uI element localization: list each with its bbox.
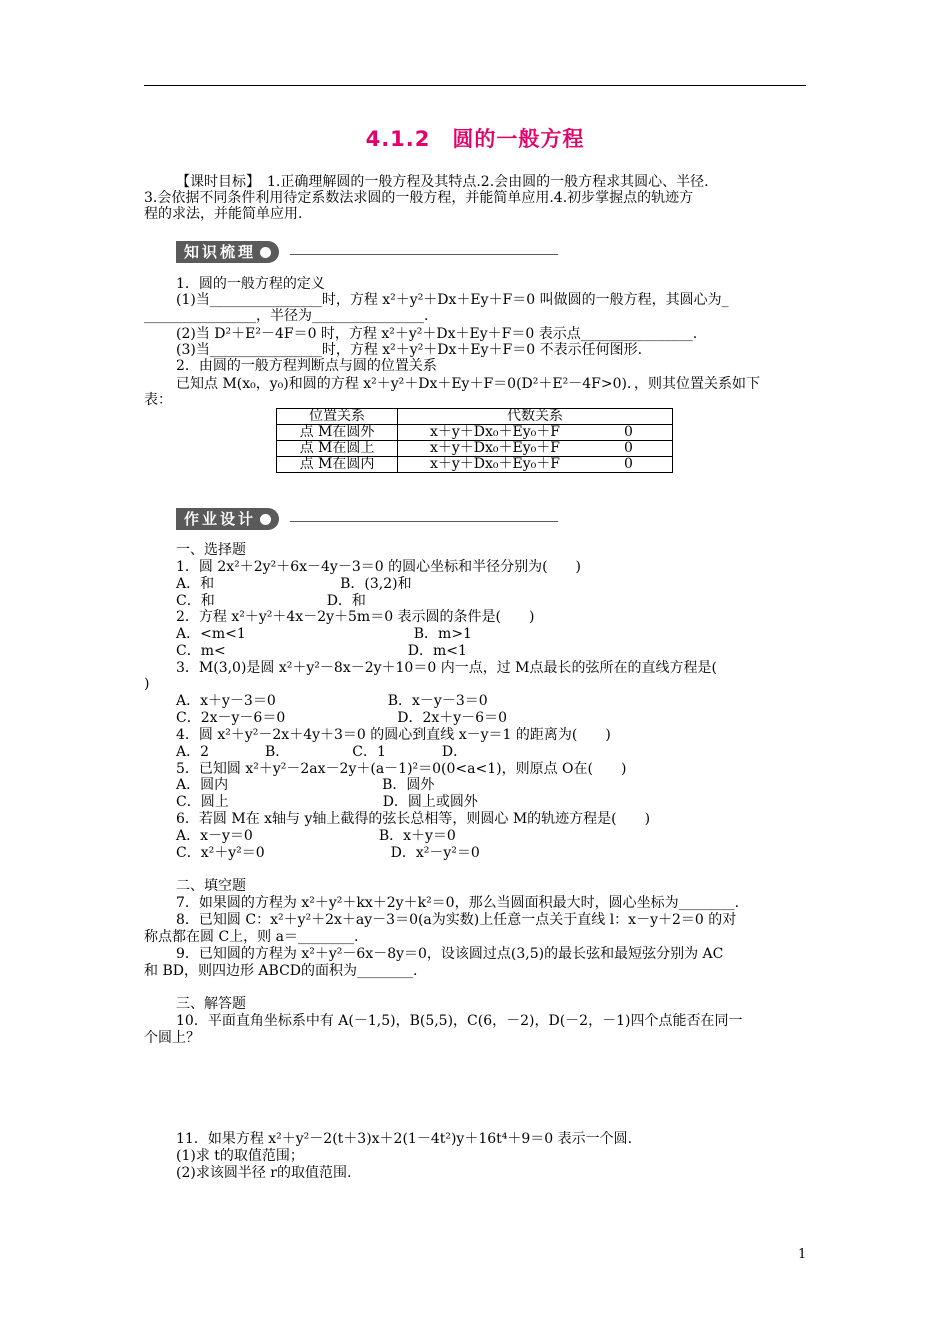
homework-line: 一、选择题 — [176, 542, 246, 558]
homework-line: A．<m<1 B．m>1 — [176, 626, 472, 642]
table-cell: 点 M在圆内 — [277, 457, 398, 473]
section-banner-knowledge — [176, 241, 279, 263]
table-cell: 点 M在圆外 — [277, 425, 398, 441]
homework-line: A．x－y＝0 B．x＋y＝0 — [176, 828, 456, 844]
table-cell — [398, 457, 673, 473]
homework-line: 7．如果圆的方程为 x²＋y²＋kx＋2y＋k²＝0，那么当圆面积最大时，圆心坐标为________. — [176, 895, 740, 911]
value: 0 — [624, 440, 633, 456]
homework-line: 11．如果方程 x²＋y²－2(t＋3)x＋2(1－4t²)y＋16t⁴＋9＝0 表示一个圆. — [176, 1131, 633, 1147]
knowledge-line: (1)当________________时，方程 x²＋y²＋Dx＋Ey＋F＝0 叫做圆的一般方程，其圆心为_ — [176, 292, 729, 308]
homework-line: A．2 B． C．1 D． — [176, 744, 468, 760]
table-cell — [398, 425, 673, 441]
table-header: 位置关系 — [277, 409, 398, 425]
homework-line: A．圆内 B．圆外 — [176, 777, 435, 793]
bullet-dot-icon — [260, 247, 271, 258]
value: 0 — [624, 456, 633, 472]
goals-line-1: 【课时目标】 1.正确理解圆的一般方程及其特点.2.会由圆的一般方程求其圆心、半径. — [176, 174, 709, 190]
knowledge-line: ________________，半径为________________. — [144, 308, 429, 324]
table-row — [277, 441, 673, 457]
position-relation-table — [276, 408, 673, 473]
homework-line: C．和 D．和 — [176, 593, 366, 609]
homework-line: A．x＋y－3＝0 B．x－y－3＝0 — [176, 693, 488, 709]
section-banner-homework — [176, 508, 279, 530]
homework-line: 1．圆 2x²＋2y²＋6x－4y－3＝0 的圆心坐标和半径分别为( ) — [176, 559, 582, 575]
knowledge-line: 1．圆的一般方程的定义 — [176, 276, 325, 292]
homework-line: (1)求 t的取值范围； — [176, 1148, 304, 1164]
bullet-dot-icon — [260, 514, 271, 525]
table-header: 代数关系 — [398, 409, 673, 425]
homework-line: 8．已知圆 C：x²＋y²＋2x＋ay－3＝0(a为实数)上任意一点关于直线 l：x－y＋2＝0 的对 — [176, 912, 737, 928]
goals-line-3: 程的求法，并能简单应用. — [144, 206, 303, 222]
header-rule — [144, 85, 806, 86]
table-row — [277, 457, 673, 473]
homework-line: 6．若圆 M在 x轴与 y轴上截得的弦长总相等，则圆心 M的轨迹方程是( ) — [176, 811, 651, 827]
homework-line: C．2x－y－6＝0 D．2x＋y－6＝0 — [176, 710, 507, 726]
goals-line-2: 3.会依据不同条件利用待定系数法求圆的一般方程，并能简单应用.4.初步掌握点的轨迹方 — [144, 190, 694, 206]
knowledge-line: (3)当________________时，方程 x²＋y²＋Dx＋Ey＋F＝0 不表示任何图形. — [176, 342, 643, 358]
table-row — [277, 425, 673, 441]
homework-line: 称点都在圆 C上，则 a＝________. — [144, 929, 359, 945]
homework-line: A．和 B．(3,2)和 — [176, 576, 412, 592]
banner-label: 知识梳理 — [184, 243, 257, 261]
knowledge-line: (2)当 D²＋E²－4F＝0 时，方程 x²＋y²＋Dx＋Ey＋F＝0 表示点________________. — [176, 326, 698, 342]
homework-line: C．圆上 D．圆上或圆外 — [176, 794, 478, 810]
knowledge-line: 2．由圆的一般方程判断点与圆的位置关系 — [176, 358, 437, 374]
homework-line: 9．已知圆的方程为 x²＋y²－6x－8y＝0，设该圆过点(3,5)的最长弦和最短弦分别为 AC — [176, 946, 724, 962]
homework-line: 个圆上？ — [144, 1030, 200, 1046]
expression: x＋y＋Dx₀＋Ey₀＋F — [430, 424, 560, 440]
homework-line: 三、解答题 — [176, 996, 246, 1012]
homework-line: C．x²＋y²＝0 D．x²－y²＝0 — [176, 845, 480, 861]
homework-line: 10．平面直角坐标系中有 A(－1,5)，B(5,5)，C(6，－2)，D(－2，－1)四个点能否在同一 — [176, 1013, 743, 1029]
expression: x＋y＋Dx₀＋Ey₀＋F — [430, 440, 560, 456]
table-cell: 点 M在圆上 — [277, 441, 398, 457]
homework-line: 5．已知圆 x²＋y²－2ax－2y＋(a－1)²＝0(0<a<1)，则原点 O在( ) — [176, 761, 627, 777]
homework-line: ) — [144, 676, 150, 692]
homework-line: 二、填空题 — [176, 878, 246, 894]
homework-line: 2．方程 x²＋y²＋4x－2y＋5m＝0 表示圆的条件是( ) — [176, 609, 535, 625]
homework-line: C．m< D．m<1 — [176, 643, 467, 659]
expression: x＋y＋Dx₀＋Ey₀＋F — [430, 456, 560, 472]
knowledge-line: 已知点 M(x₀，y₀)和圆的方程 x²＋y²＋Dx＋Ey＋F＝0(D²＋E²－4F>0)．，则其位置关系如下 — [176, 376, 760, 392]
value: 0 — [624, 424, 633, 440]
banner-rule — [290, 254, 558, 255]
table-cell — [398, 441, 673, 457]
banner-rule — [290, 521, 558, 522]
page-title: 4.1.2 圆的一般方程 — [365, 127, 585, 151]
page-number: 1 — [798, 1247, 807, 1262]
knowledge-line: 表： — [144, 392, 172, 408]
table-header-row — [277, 409, 673, 425]
homework-line: 3．M(3,0)是圆 x²＋y²－8x－2y＋10＝0 内一点，过 M点最长的弦所在的直线方程是( — [176, 660, 717, 676]
banner-label: 作业设计 — [184, 510, 257, 528]
homework-line: 4．圆 x²＋y²－2x＋4y＋3＝0 的圆心到直线 x－y＝1 的距离为( ) — [176, 727, 611, 743]
homework-line: (2)求该圆半径 r的取值范围. — [176, 1165, 352, 1181]
homework-line: 和 BD，则四边形 ABCD的面积为________. — [144, 963, 418, 979]
